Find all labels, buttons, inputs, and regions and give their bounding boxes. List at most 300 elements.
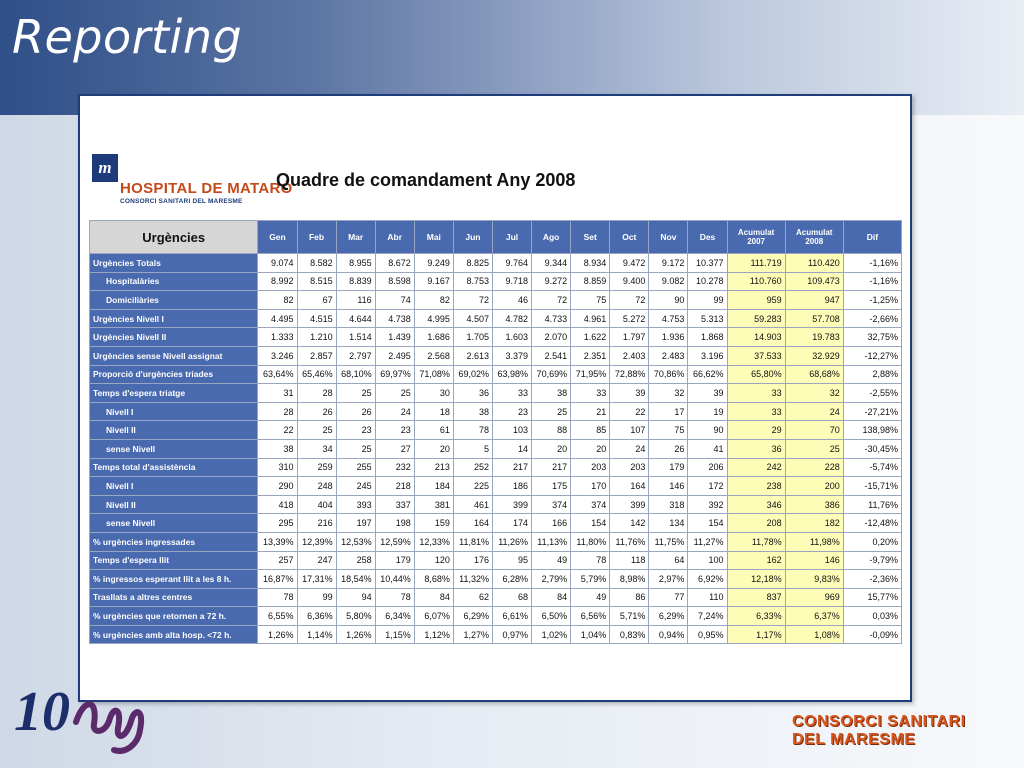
month-value-cell: 176 <box>453 551 492 570</box>
month-value-cell: 374 <box>571 495 610 514</box>
row-label: Nivell I <box>90 477 258 496</box>
month-header-11: Des <box>688 221 727 254</box>
month-value-cell: 3.196 <box>688 346 727 365</box>
month-value-cell: 23 <box>336 421 375 440</box>
month-value-cell: 8.992 <box>258 272 297 291</box>
accumulated-2007-cell: 242 <box>727 458 785 477</box>
month-value-cell: 2.797 <box>336 346 375 365</box>
accumulated-2008-cell: 200 <box>785 477 843 496</box>
month-value-cell: 295 <box>258 514 297 533</box>
month-value-cell: 75 <box>649 421 688 440</box>
difference-cell: 0,03% <box>843 607 901 626</box>
month-value-cell: 9.472 <box>610 254 649 273</box>
month-value-cell: 70,69% <box>532 365 571 384</box>
month-value-cell: 28 <box>258 402 297 421</box>
table-row <box>90 402 902 421</box>
month-value-cell: 25 <box>532 402 571 421</box>
accumulated-2008-cell: 32.929 <box>785 346 843 365</box>
month-value-cell: 9.082 <box>649 272 688 291</box>
month-value-cell: 2.613 <box>453 346 492 365</box>
table-row <box>90 570 902 589</box>
accumulated-2008-cell: 109.473 <box>785 272 843 291</box>
month-value-cell: 26 <box>649 439 688 458</box>
accumulated-2008-cell: 11,98% <box>785 532 843 551</box>
month-header-8: Set <box>571 221 610 254</box>
month-value-cell: 1.686 <box>414 328 453 347</box>
month-value-cell: 20 <box>414 439 453 458</box>
table-row <box>90 309 902 328</box>
hospital-subtitle: CONSORCI SANITARI DEL MARESME <box>120 198 243 205</box>
month-value-cell: 9.272 <box>532 272 571 291</box>
month-value-cell: 1,15% <box>375 625 414 644</box>
accumulated-2007-cell: 346 <box>727 495 785 514</box>
accumulated-2008-header <box>785 221 843 254</box>
month-value-cell: 159 <box>414 514 453 533</box>
accumulated-2008-header-line: Acumulat <box>796 228 833 237</box>
month-value-cell: 0,97% <box>492 625 531 644</box>
accumulated-2008-cell: 947 <box>785 291 843 310</box>
difference-cell: -2,66% <box>843 309 901 328</box>
month-value-cell: 1.868 <box>688 328 727 347</box>
month-value-cell: 25 <box>336 439 375 458</box>
accumulated-2008-cell: 146 <box>785 551 843 570</box>
month-value-cell: 3.246 <box>258 346 297 365</box>
accumulated-2008-cell: 24 <box>785 402 843 421</box>
month-value-cell: 32 <box>649 384 688 403</box>
month-value-cell: 33 <box>492 384 531 403</box>
month-value-cell: 0,95% <box>688 625 727 644</box>
month-value-cell: 10.377 <box>688 254 727 273</box>
difference-cell: -1,16% <box>843 272 901 291</box>
month-value-cell: 1.797 <box>610 328 649 347</box>
month-header-2: Mar <box>336 221 375 254</box>
month-value-cell: 103 <box>492 421 531 440</box>
month-value-cell: 11,27% <box>688 532 727 551</box>
month-value-cell: 4.961 <box>571 309 610 328</box>
accumulated-2008-cell: 182 <box>785 514 843 533</box>
month-header-9: Oct <box>610 221 649 254</box>
month-value-cell: 14 <box>492 439 531 458</box>
accumulated-2007-cell: 837 <box>727 588 785 607</box>
accumulated-2007-cell: 110.760 <box>727 272 785 291</box>
month-value-cell: 75 <box>571 291 610 310</box>
month-value-cell: 72 <box>453 291 492 310</box>
month-value-cell: 99 <box>297 588 336 607</box>
month-value-cell: 39 <box>610 384 649 403</box>
month-value-cell: 134 <box>649 514 688 533</box>
month-value-cell: 63,98% <box>492 365 531 384</box>
accumulated-2008-cell: 6,37% <box>785 607 843 626</box>
month-value-cell: 393 <box>336 495 375 514</box>
table-row <box>90 495 902 514</box>
row-label: Nivell II <box>90 495 258 514</box>
month-value-cell: 2,97% <box>649 570 688 589</box>
accumulated-2007-cell: 12,18% <box>727 570 785 589</box>
month-value-cell: 23 <box>375 421 414 440</box>
month-value-cell: 2.857 <box>297 346 336 365</box>
row-label: % ingressos esperant llit a les 8 h. <box>90 570 258 589</box>
month-value-cell: 1,12% <box>414 625 453 644</box>
month-value-cell: 61 <box>414 421 453 440</box>
table-row <box>90 514 902 533</box>
difference-cell: -5,74% <box>843 458 901 477</box>
month-value-cell: 1,04% <box>571 625 610 644</box>
month-value-cell: 65,46% <box>297 365 336 384</box>
month-value-cell: 166 <box>532 514 571 533</box>
row-label: % urgències que retornen a 72 h. <box>90 607 258 626</box>
month-value-cell: 84 <box>414 588 453 607</box>
accumulated-2007-cell: 6,33% <box>727 607 785 626</box>
slide-title: Reporting <box>12 10 243 64</box>
accumulated-2007-header <box>727 221 785 254</box>
month-value-cell: 31 <box>258 384 297 403</box>
month-value-cell: 1,27% <box>453 625 492 644</box>
month-value-cell: 5,79% <box>571 570 610 589</box>
month-value-cell: 374 <box>532 495 571 514</box>
accumulated-2008-cell: 1,08% <box>785 625 843 644</box>
month-value-cell: 6,50% <box>532 607 571 626</box>
month-value-cell: 17 <box>649 402 688 421</box>
difference-cell: -27,21% <box>843 402 901 421</box>
month-value-cell: 6,34% <box>375 607 414 626</box>
table-row <box>90 532 902 551</box>
month-value-cell: 2.403 <box>610 346 649 365</box>
month-value-cell: 399 <box>610 495 649 514</box>
month-value-cell: 248 <box>297 477 336 496</box>
month-value-cell: 95 <box>492 551 531 570</box>
month-header-0: Gen <box>258 221 297 254</box>
month-value-cell: 62 <box>453 588 492 607</box>
month-value-cell: 24 <box>375 402 414 421</box>
month-header-6: Jul <box>492 221 531 254</box>
month-value-cell: 28 <box>297 384 336 403</box>
month-value-cell: 146 <box>649 477 688 496</box>
month-value-cell: 245 <box>336 477 375 496</box>
month-value-cell: 78 <box>571 551 610 570</box>
month-value-cell: 33 <box>571 384 610 403</box>
hospital-name: HOSPITAL DE MATARÓ <box>120 180 293 197</box>
month-value-cell: 418 <box>258 495 297 514</box>
accumulated-2007-cell: 111.719 <box>727 254 785 273</box>
accumulated-2008-cell: 57.708 <box>785 309 843 328</box>
row-label: Urgències sense Nivell assignat <box>90 346 258 365</box>
month-value-cell: 8.955 <box>336 254 375 273</box>
month-value-cell: 49 <box>532 551 571 570</box>
report-table <box>89 220 902 644</box>
month-value-cell: 3.379 <box>492 346 531 365</box>
month-value-cell: 184 <box>414 477 453 496</box>
month-value-cell: 179 <box>649 458 688 477</box>
month-value-cell: 38 <box>258 439 297 458</box>
month-value-cell: 11,26% <box>492 532 531 551</box>
month-value-cell: 164 <box>610 477 649 496</box>
month-value-cell: 88 <box>532 421 571 440</box>
month-value-cell: 218 <box>375 477 414 496</box>
table-row <box>90 607 902 626</box>
month-value-cell: 8.582 <box>297 254 336 273</box>
month-value-cell: 172 <box>688 477 727 496</box>
month-value-cell: 4.507 <box>453 309 492 328</box>
month-value-cell: 90 <box>688 421 727 440</box>
month-value-cell: 94 <box>336 588 375 607</box>
month-value-cell: 9.400 <box>610 272 649 291</box>
month-value-cell: 8.515 <box>297 272 336 291</box>
table-row <box>90 384 902 403</box>
table-row <box>90 421 902 440</box>
month-value-cell: 0,83% <box>610 625 649 644</box>
month-value-cell: 8,98% <box>610 570 649 589</box>
month-value-cell: 232 <box>375 458 414 477</box>
month-value-cell: 72,88% <box>610 365 649 384</box>
accumulated-2007-cell: 33 <box>727 402 785 421</box>
month-value-cell: 9.074 <box>258 254 297 273</box>
month-value-cell: 78 <box>375 588 414 607</box>
report-panel <box>78 94 912 702</box>
month-value-cell: 2.070 <box>532 328 571 347</box>
row-label: sense Nivell <box>90 439 258 458</box>
month-value-cell: 46 <box>492 291 531 310</box>
month-value-cell: 399 <box>492 495 531 514</box>
month-value-cell: 1,02% <box>532 625 571 644</box>
accumulated-2008-cell: 25 <box>785 439 843 458</box>
month-value-cell: 6,92% <box>688 570 727 589</box>
difference-cell: 2,88% <box>843 365 901 384</box>
hospital-logo-icon: m <box>92 154 118 182</box>
month-value-cell: 13,39% <box>258 532 297 551</box>
month-value-cell: 4.738 <box>375 309 414 328</box>
difference-cell: 138,98% <box>843 421 901 440</box>
month-value-cell: 41 <box>688 439 727 458</box>
difference-cell: 15,77% <box>843 588 901 607</box>
row-label: Trasllats a altres centres <box>90 588 258 607</box>
month-value-cell: 90 <box>649 291 688 310</box>
month-value-cell: 203 <box>571 458 610 477</box>
month-value-cell: 4.515 <box>297 309 336 328</box>
month-value-cell: 19 <box>688 402 727 421</box>
month-value-cell: 69,97% <box>375 365 414 384</box>
difference-cell: -12,48% <box>843 514 901 533</box>
accumulated-2007-cell: 14.903 <box>727 328 785 347</box>
month-value-cell: 203 <box>610 458 649 477</box>
month-value-cell: 11,81% <box>453 532 492 551</box>
month-value-cell: 6,29% <box>453 607 492 626</box>
month-value-cell: 1.603 <box>492 328 531 347</box>
accumulated-2007-cell: 37.533 <box>727 346 785 365</box>
month-value-cell: 11,13% <box>532 532 571 551</box>
month-value-cell: 5.313 <box>688 309 727 328</box>
table-row <box>90 328 902 347</box>
month-value-cell: 71,08% <box>414 365 453 384</box>
month-value-cell: 206 <box>688 458 727 477</box>
month-value-cell: 4.753 <box>649 309 688 328</box>
month-value-cell: 9.344 <box>532 254 571 273</box>
row-label: Proporció d'urgències triades <box>90 365 258 384</box>
month-value-cell: 9.249 <box>414 254 453 273</box>
month-value-cell: 4.782 <box>492 309 531 328</box>
month-value-cell: 2.541 <box>532 346 571 365</box>
month-value-cell: 381 <box>414 495 453 514</box>
month-value-cell: 70,86% <box>649 365 688 384</box>
report-title: Quadre de comandament Any 2008 <box>276 170 576 190</box>
month-value-cell: 142 <box>610 514 649 533</box>
difference-cell: -2,36% <box>843 570 901 589</box>
accumulated-2007-cell: 65,80% <box>727 365 785 384</box>
month-value-cell: 23 <box>492 402 531 421</box>
month-value-cell: 22 <box>258 421 297 440</box>
month-value-cell: 175 <box>532 477 571 496</box>
month-value-cell: 118 <box>610 551 649 570</box>
month-value-cell: 49 <box>571 588 610 607</box>
month-value-cell: 84 <box>532 588 571 607</box>
month-value-cell: 63,64% <box>258 365 297 384</box>
month-value-cell: 2,79% <box>532 570 571 589</box>
month-value-cell: 255 <box>336 458 375 477</box>
month-value-cell: 258 <box>336 551 375 570</box>
row-label: Nivell I <box>90 402 258 421</box>
month-value-cell: 82 <box>414 291 453 310</box>
table-row <box>90 477 902 496</box>
difference-cell: -15,71% <box>843 477 901 496</box>
accumulated-2007-cell: 29 <box>727 421 785 440</box>
month-value-cell: 85 <box>571 421 610 440</box>
footer-org-line1: CONSORCI SANITARI <box>792 713 966 730</box>
month-value-cell: 120 <box>414 551 453 570</box>
month-header-3: Abr <box>375 221 414 254</box>
table-header-row <box>90 221 902 254</box>
row-label: Temps total d'assistència <box>90 458 258 477</box>
table-row <box>90 365 902 384</box>
month-value-cell: 107 <box>610 421 649 440</box>
month-value-cell: 67 <box>297 291 336 310</box>
month-value-cell: 213 <box>414 458 453 477</box>
row-label: sense Nivell <box>90 514 258 533</box>
month-value-cell: 5,71% <box>610 607 649 626</box>
svg-text:10: 10 <box>14 681 70 743</box>
month-value-cell: 217 <box>492 458 531 477</box>
month-value-cell: 8.598 <box>375 272 414 291</box>
month-value-cell: 12,53% <box>336 532 375 551</box>
accumulated-2007-cell: 59.283 <box>727 309 785 328</box>
month-value-cell: 25 <box>297 421 336 440</box>
table-row <box>90 625 902 644</box>
row-label: Domiciliàries <box>90 291 258 310</box>
month-value-cell: 154 <box>571 514 610 533</box>
accumulated-2007-cell: 1,17% <box>727 625 785 644</box>
month-value-cell: 17,31% <box>297 570 336 589</box>
month-value-cell: 34 <box>297 439 336 458</box>
difference-cell: -1,25% <box>843 291 901 310</box>
anniversary-10-anys-logo <box>14 678 174 758</box>
accumulated-2008-cell: 228 <box>785 458 843 477</box>
month-value-cell: 72 <box>532 291 571 310</box>
month-value-cell: 10,44% <box>375 570 414 589</box>
month-value-cell: 170 <box>571 477 610 496</box>
month-value-cell: 86 <box>610 588 649 607</box>
month-value-cell: 1.439 <box>375 328 414 347</box>
month-value-cell: 77 <box>649 588 688 607</box>
month-value-cell: 12,33% <box>414 532 453 551</box>
month-value-cell: 2.568 <box>414 346 453 365</box>
month-value-cell: 68,10% <box>336 365 375 384</box>
month-value-cell: 4.644 <box>336 309 375 328</box>
row-label: Hospitalàries <box>90 272 258 291</box>
month-value-cell: 7,24% <box>688 607 727 626</box>
month-value-cell: 1.936 <box>649 328 688 347</box>
accumulated-2008-header-line: 2008 <box>805 237 824 246</box>
table-row <box>90 272 902 291</box>
month-value-cell: 12,59% <box>375 532 414 551</box>
month-value-cell: 225 <box>453 477 492 496</box>
month-value-cell: 9.718 <box>492 272 531 291</box>
accumulated-2008-cell: 969 <box>785 588 843 607</box>
row-label: % urgències ingressades <box>90 532 258 551</box>
month-value-cell: 10.278 <box>688 272 727 291</box>
month-value-cell: 252 <box>453 458 492 477</box>
month-value-cell: 4.995 <box>414 309 453 328</box>
month-value-cell: 4.495 <box>258 309 297 328</box>
month-value-cell: 18,54% <box>336 570 375 589</box>
month-value-cell: 38 <box>532 384 571 403</box>
month-value-cell: 198 <box>375 514 414 533</box>
difference-cell: 11,76% <box>843 495 901 514</box>
footer-organization <box>792 713 966 749</box>
month-value-cell: 6,29% <box>649 607 688 626</box>
month-value-cell: 461 <box>453 495 492 514</box>
month-value-cell: 6,28% <box>492 570 531 589</box>
month-value-cell: 6,55% <box>258 607 297 626</box>
month-value-cell: 64 <box>649 551 688 570</box>
month-value-cell: 110 <box>688 588 727 607</box>
month-value-cell: 20 <box>532 439 571 458</box>
month-header-4: Mai <box>414 221 453 254</box>
month-value-cell: 8.672 <box>375 254 414 273</box>
row-label: Urgències Nivell II <box>90 328 258 347</box>
month-value-cell: 25 <box>375 384 414 403</box>
month-value-cell: 1.333 <box>258 328 297 347</box>
month-value-cell: 24 <box>610 439 649 458</box>
month-value-cell: 392 <box>688 495 727 514</box>
difference-header: Dif <box>843 221 901 254</box>
difference-cell: -0,09% <box>843 625 901 644</box>
month-value-cell: 66,62% <box>688 365 727 384</box>
month-value-cell: 6,36% <box>297 607 336 626</box>
month-value-cell: 1,26% <box>336 625 375 644</box>
month-value-cell: 197 <box>336 514 375 533</box>
footer-org-line2: DEL MARESME <box>792 731 916 748</box>
month-value-cell: 21 <box>571 402 610 421</box>
month-value-cell: 6,61% <box>492 607 531 626</box>
month-value-cell: 5.272 <box>610 309 649 328</box>
month-header-7: Ago <box>532 221 571 254</box>
accumulated-2007-cell: 36 <box>727 439 785 458</box>
accumulated-2007-cell: 33 <box>727 384 785 403</box>
month-value-cell: 179 <box>375 551 414 570</box>
difference-cell: -30,45% <box>843 439 901 458</box>
month-value-cell: 247 <box>297 551 336 570</box>
month-value-cell: 217 <box>532 458 571 477</box>
month-value-cell: 164 <box>453 514 492 533</box>
month-value-cell: 116 <box>336 291 375 310</box>
month-value-cell: 216 <box>297 514 336 533</box>
month-value-cell: 2.495 <box>375 346 414 365</box>
month-value-cell: 290 <box>258 477 297 496</box>
month-value-cell: 2.351 <box>571 346 610 365</box>
month-value-cell: 5,80% <box>336 607 375 626</box>
month-value-cell: 4.733 <box>532 309 571 328</box>
month-value-cell: 1.210 <box>297 328 336 347</box>
month-value-cell: 78 <box>258 588 297 607</box>
accumulated-2007-cell: 11,78% <box>727 532 785 551</box>
